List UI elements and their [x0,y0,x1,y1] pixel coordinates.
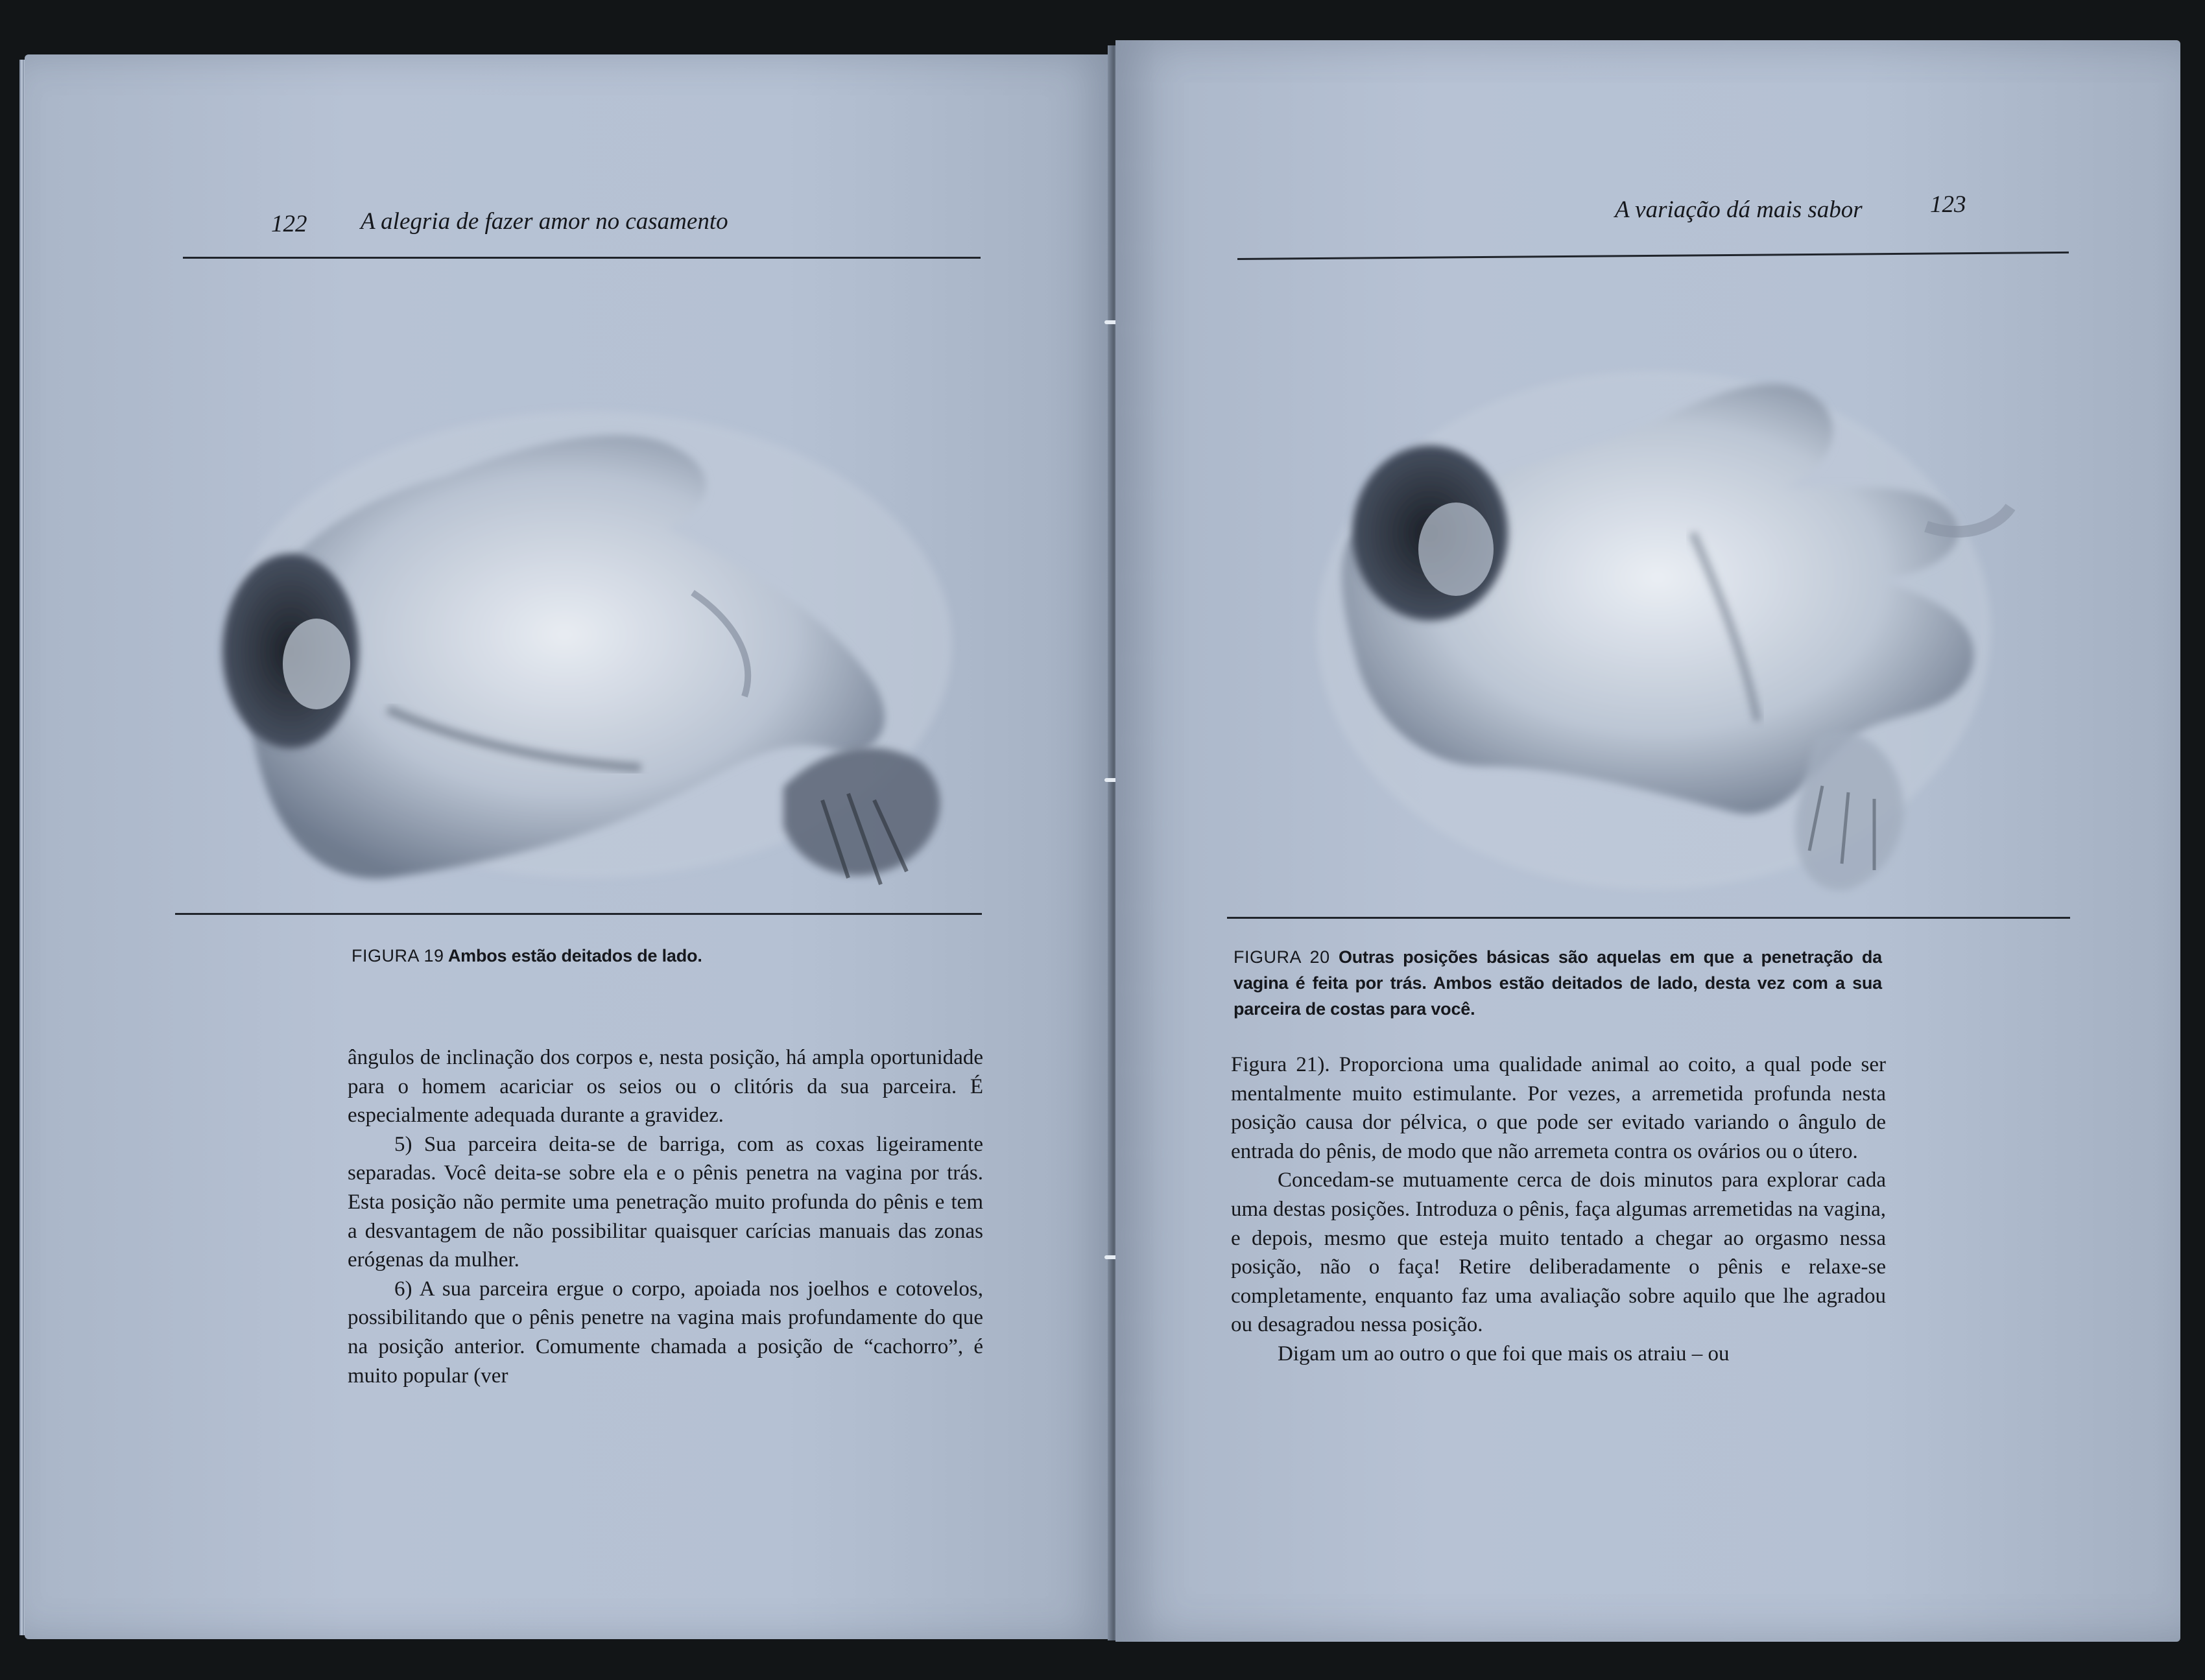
figure-20-label: FIGURA 20 [1234,947,1330,967]
right-running-title: A variação dá mais sabor [1615,196,1863,223]
left-running-title: A alegria de fazer amor no casamento [361,208,728,235]
right-page [1115,40,2180,1642]
figure-20-caption-text: Outras posições básicas são aquelas em que a penetração da vagina é feita por trás. Ambos estão deitados de lado, desta vez com a sua parceira de costas para você. [1234,947,1882,1019]
left-paragraph-2: 5) Sua parceira deita-se de barriga, com as coxas ligeiramente separadas. Você deita-se sobre ela e o pênis penetra na vagina por trás. Esta posição não permite uma penetração muito profunda do pênis e tem a desvantagem de não possibilitar quaisquer carícias manuais das zonas erógenas da mulher. [348,1132,983,1272]
left-paragraph-1: ângulos de inclinação dos corpos e, nesta posição, há ampla oportunidade para o homem acariciar os seios ou o clitóris da sua parceira. É especialmente adequada durante a gravidez. [348,1046,983,1128]
left-paragraph-3: 6) A sua parceira ergue o corpo, apoiada nos joelhos e cotovelos, possibilitando que o pênis penetre na vagina mais profundamente do que na posição anterior. Comumente chamada a posição de “cachorro”, é muito popular (ver [348,1277,983,1388]
left-header-rule [183,257,981,259]
figure-20-illustration [1291,319,2017,941]
figure-19-illustration [174,346,1010,930]
figure-19-label: FIGURA 19 [352,946,444,965]
right-page-number: 123 [1930,191,1966,218]
right-paragraph-1: Figura 21). Proporciona uma qualidade animal ao coito, a qual pode ser mentalmente muito estimulante. Por vezes, a arremetida profunda nesta posição causa dor pélvica, o que pode ser evitado variando o ângulo de entrada do pênis, de modo que não arremeta contra os ovários ou o útero. [1231,1053,1886,1163]
figure-20-caption [1234,944,1882,1022]
left-figure-rule [175,913,982,915]
right-body-text [1231,1050,1886,1369]
figure-19-caption [352,943,974,969]
left-body-text [348,1043,983,1390]
left-page [25,54,1112,1639]
right-header-rule [1237,252,2069,260]
left-page-number: 122 [271,211,307,237]
figure-19-caption-text: Ambos estão deitados de lado. [447,946,702,965]
right-paragraph-3: Digam um ao outro o que foi que mais os atraiu – ou [1278,1342,1730,1366]
right-paragraph-2: Concedam-se mutuamente cerca de dois minutos para explorar cada uma destas posições. Introduza o pênis, faça algumas arremetidas na vagina, e depois, mesmo que esteja muito tentado a chegar ao orgasmo nessa posição, não o faça! Retire deliberadamente o pênis e relaxe-se completamente, enquanto faz uma avaliação sobre aquilo que lhe agradou ou desagradou nessa posição. [1231,1168,1886,1337]
right-figure-rule [1227,917,2070,919]
